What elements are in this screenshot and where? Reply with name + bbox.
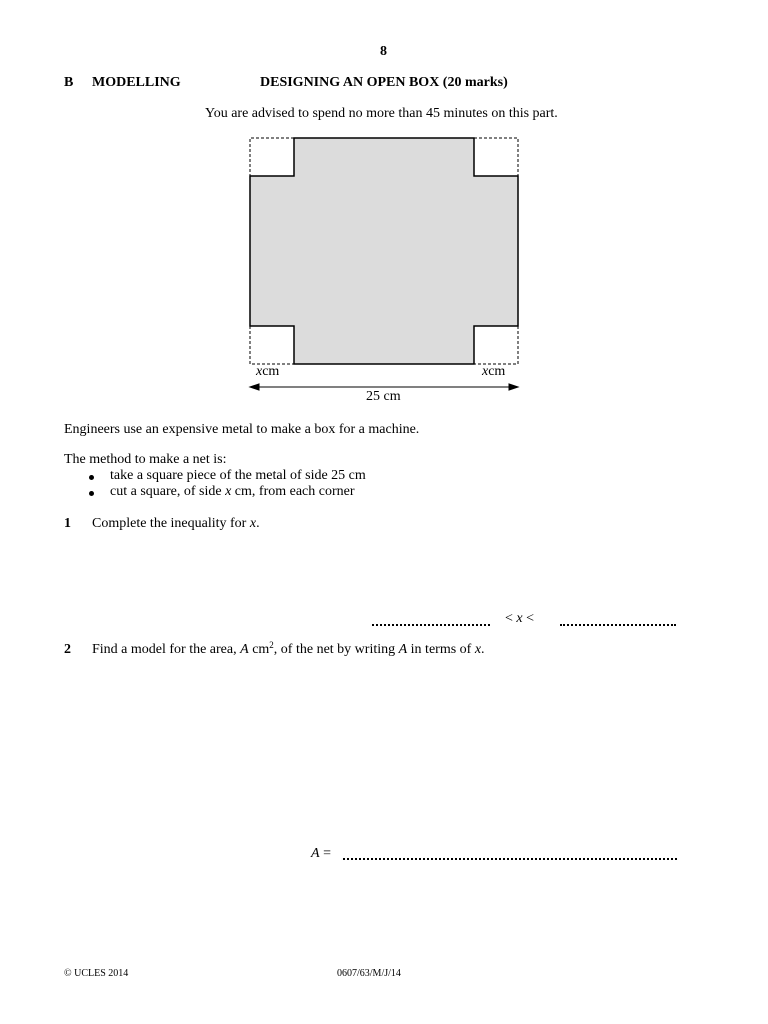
open-box-net-diagram: [240, 130, 530, 400]
width-label: 25 cm: [366, 389, 401, 404]
section-name: MODELLING: [92, 75, 181, 90]
q2-text: Find a model for the area, A $cm^2$, of the net by writing A in terms of x.: [92, 640, 485, 657]
corner-label-right: xcm: [482, 364, 506, 379]
section-letter: B: [64, 75, 74, 90]
q2-answer-field[interactable]: [343, 858, 677, 860]
method-list: [64, 468, 366, 500]
page-number: 8: [380, 44, 387, 59]
footer-paper-code: 0607/63/M/J/14: [337, 968, 401, 979]
net-shape: [250, 138, 518, 364]
advice-text: You are advised to spend no more than 45 minutes on this part.: [205, 106, 558, 121]
q1-text: Complete the inequality for x.: [92, 516, 260, 531]
q2-number: 2: [64, 642, 71, 657]
q2-answer-label: A =: [311, 846, 331, 861]
q1-answer-upper-field[interactable]: [560, 624, 676, 626]
q1-number: 1: [64, 516, 71, 531]
section-title: DESIGNING AN OPEN BOX (20 marks): [260, 75, 508, 90]
method-bullet-1: take a square piece of the metal of side 25 cm: [64, 468, 366, 484]
q1-answer-lower-field[interactable]: [372, 624, 490, 626]
method-bullet-2: cut a square, of side x cm, from each corner: [64, 484, 366, 500]
footer-copyright: © UCLES 2014: [64, 968, 129, 979]
method-lead: The method to make a net is:: [64, 452, 227, 467]
q1-inequality: < x <: [505, 611, 535, 626]
intro-text: Engineers use an expensive metal to make a box for a machine.: [64, 422, 420, 437]
corner-label-left: xcm: [256, 364, 280, 379]
